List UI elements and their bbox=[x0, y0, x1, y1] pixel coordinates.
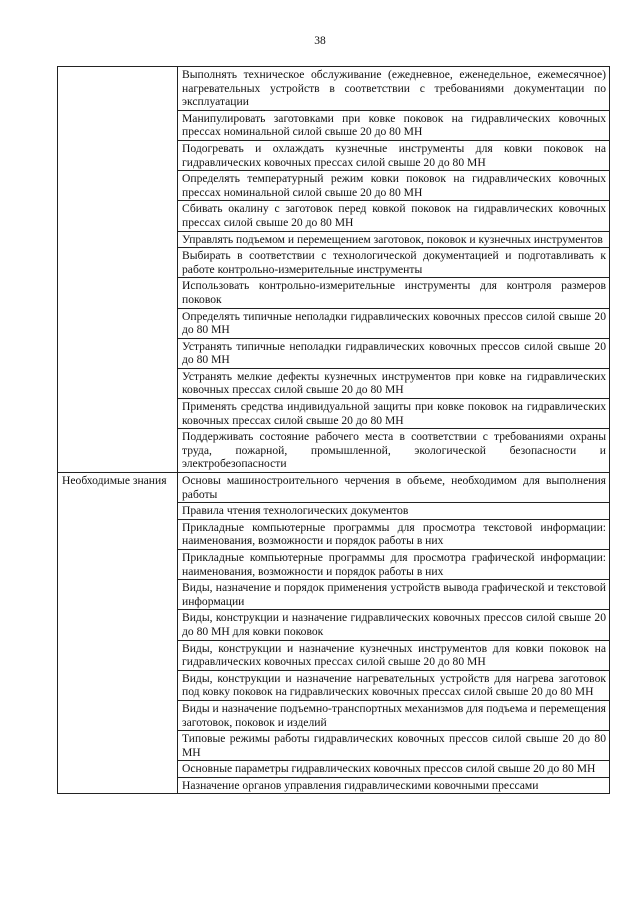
requirement-item-cell: Поддерживать состояние рабочего места в соответствии с требованиями охраны труда, пожарной, промышленной, экологической безопасности и электробезопасности bbox=[178, 429, 610, 473]
requirement-item-cell: Манипулировать заготовками при ковке поковок на гидравлических ковочных прессах номинальной силой свыше 20 до 80 МН bbox=[178, 110, 610, 140]
requirement-item-cell: Виды, конструкции и назначение кузнечных инструментов для ковки поковок на гидравлических ковочных прессах силой свыше 20 до 80 МН bbox=[178, 640, 610, 670]
section-label-cell bbox=[58, 67, 178, 473]
requirement-item-cell: Виды, конструкции и назначение нагревательных устройств для нагрева заготовок под ковку поковок на гидравлических ковочных прессах силой свыше 20 до 80 МН bbox=[178, 670, 610, 700]
requirement-item-text: Назначение органов управления гидравлическими ковочными прессами bbox=[182, 778, 539, 792]
table-row bbox=[58, 473, 610, 503]
requirement-item-cell: Определять температурный режим ковки поковок на гидравлических ковочных прессах номинальной силой свыше 20 до 80 МН bbox=[178, 171, 610, 201]
section-label-cell: Необходимые знания bbox=[58, 473, 178, 794]
requirement-item-cell: Выполнять техническое обслуживание (ежедневное, еженедельное, ежемесячное) нагревательных устройств в соответствии с требованиями документации по эксплуатации bbox=[178, 67, 610, 111]
requirement-item-cell: Выбирать в соответствии с технологической документацией и подготавливать к работе контрольно-измерительные инструменты bbox=[178, 248, 610, 278]
requirement-item-cell: Виды и назначение подъемно-транспортных механизмов для подъема и перемещения заготовок, поковок и изделий bbox=[178, 700, 610, 730]
requirement-item-cell: Виды, назначение и порядок применения устройств вывода графической и текстовой информации bbox=[178, 580, 610, 610]
requirement-item-cell: Сбивать окалину с заготовок перед ковкой поковок на гидравлических ковочных прессах силой свыше 20 до 80 МН bbox=[178, 201, 610, 231]
requirement-item-cell: Прикладные компьютерные программы для просмотра текстовой информации: наименования, возможности и порядок работы в них bbox=[178, 519, 610, 549]
requirement-item-cell: Управлять подъемом и перемещением заготовок, поковок и кузнечных инструментов bbox=[178, 231, 610, 248]
requirement-item-cell: Правила чтения технологических документов bbox=[178, 503, 610, 520]
requirement-item-cell: Устранять типичные неполадки гидравлических ковочных прессов силой свыше 20 до 80 МН bbox=[178, 338, 610, 368]
requirement-item-cell: Подогревать и охлаждать кузнечные инструменты для ковки поковок на гидравлических ковочных прессах силой свыше 20 до 80 МН bbox=[178, 140, 610, 170]
requirements-table bbox=[57, 66, 610, 794]
requirement-item-cell: Виды, конструкции и назначение гидравлических ковочных прессов силой свыше 20 до 80 МН для ковки поковок bbox=[178, 610, 610, 640]
requirement-item-cell: Определять типичные неполадки гидравлических ковочных прессов силой свыше 20 до 80 МН bbox=[178, 308, 610, 338]
requirement-item-cell: Использовать контрольно-измерительные инструменты для контроля размеров поковок bbox=[178, 278, 610, 308]
requirement-item-cell: Типовые режимы работы гидравлических ковочных прессов силой свыше 20 до 80 МН bbox=[178, 731, 610, 761]
requirement-item-cell: Применять средства индивидуальной защиты при ковке поковок на гидравлических ковочных прессах силой свыше 20 до 80 МН bbox=[178, 399, 610, 429]
requirements-table-body bbox=[58, 67, 610, 794]
requirement-item-cell: Основные параметры гидравлических ковочных прессов силой свыше 20 до 80 МН bbox=[178, 761, 610, 778]
table-row bbox=[58, 67, 610, 111]
requirement-item-cell: Устранять мелкие дефекты кузнечных инструментов при ковке на гидравлических ковочных прессах силой свыше 20 до 80 МН bbox=[178, 368, 610, 398]
requirement-item-cell: Прикладные компьютерные программы для просмотра графической информации: наименования, возможности и порядок работы в них bbox=[178, 550, 610, 580]
requirement-item-cell: Основы машиностроительного черчения в объеме, необходимом для выполнения работы bbox=[178, 473, 610, 503]
requirement-item-cell bbox=[178, 777, 610, 793]
page-number: 38 bbox=[314, 35, 326, 47]
